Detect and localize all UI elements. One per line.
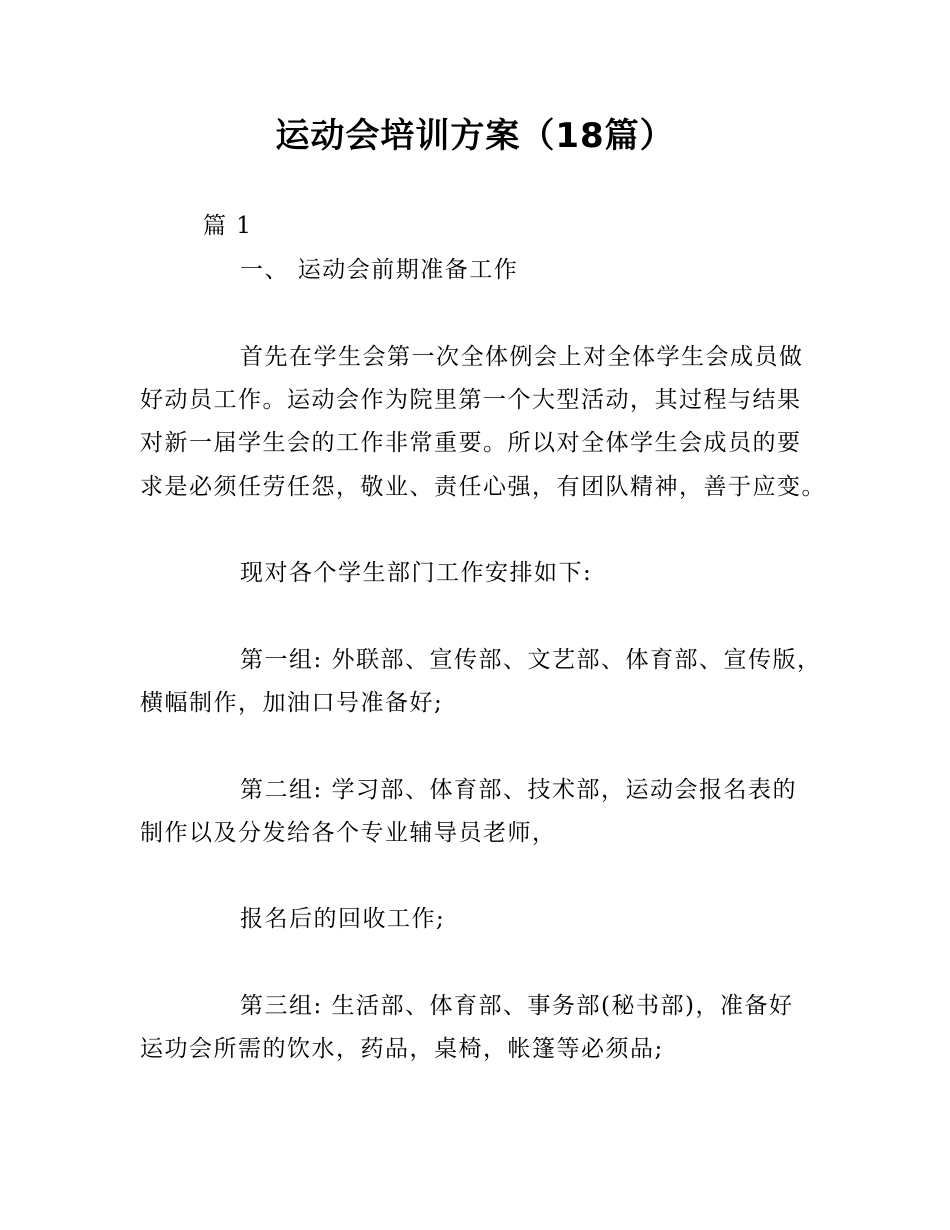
paragraph-line: 横幅制作，加油口号准备好;: [140, 690, 444, 716]
paragraph-line: 报名后的回收工作;: [240, 906, 446, 932]
paragraph-line: 求是必须任劳任怨，敬业、责任心强，有团队精神，善于应变。: [140, 474, 826, 500]
paragraph-line: 现对各个学生部门工作安排如下:: [240, 560, 593, 586]
paragraph-line: 制作以及分发给各个专业辅导员老师，: [140, 820, 557, 846]
paragraph-line: 对新一届学生会的工作非常重要。所以对全体学生会成员的要: [140, 430, 802, 456]
document-title: 运动会培训方案（18篇）: [275, 116, 675, 156]
paragraph-line: 运功会所需的饮水，药品，桌椅，帐篷等必须品;: [140, 1036, 664, 1062]
paragraph-line: 第三组: 生活部、体育部、事务部(秘书部)，准备好: [240, 993, 794, 1019]
section-label: 篇 1: [203, 213, 253, 239]
paragraph-line: 首先在学生会第一次全体例会上对全体学生会成员做: [240, 344, 804, 370]
paragraph-line: 第一组: 外联部、宣传部、文艺部、体育部、宣传版，: [240, 647, 822, 673]
section-heading: 一、 运动会前期准备工作: [240, 257, 519, 283]
paragraph-line: 好动员工作。运动会作为院里第一个大型活动，其过程与结果: [140, 387, 802, 413]
paragraph-line: 第二组: 学习部、体育部、技术部，运动会报名表的: [240, 777, 798, 803]
